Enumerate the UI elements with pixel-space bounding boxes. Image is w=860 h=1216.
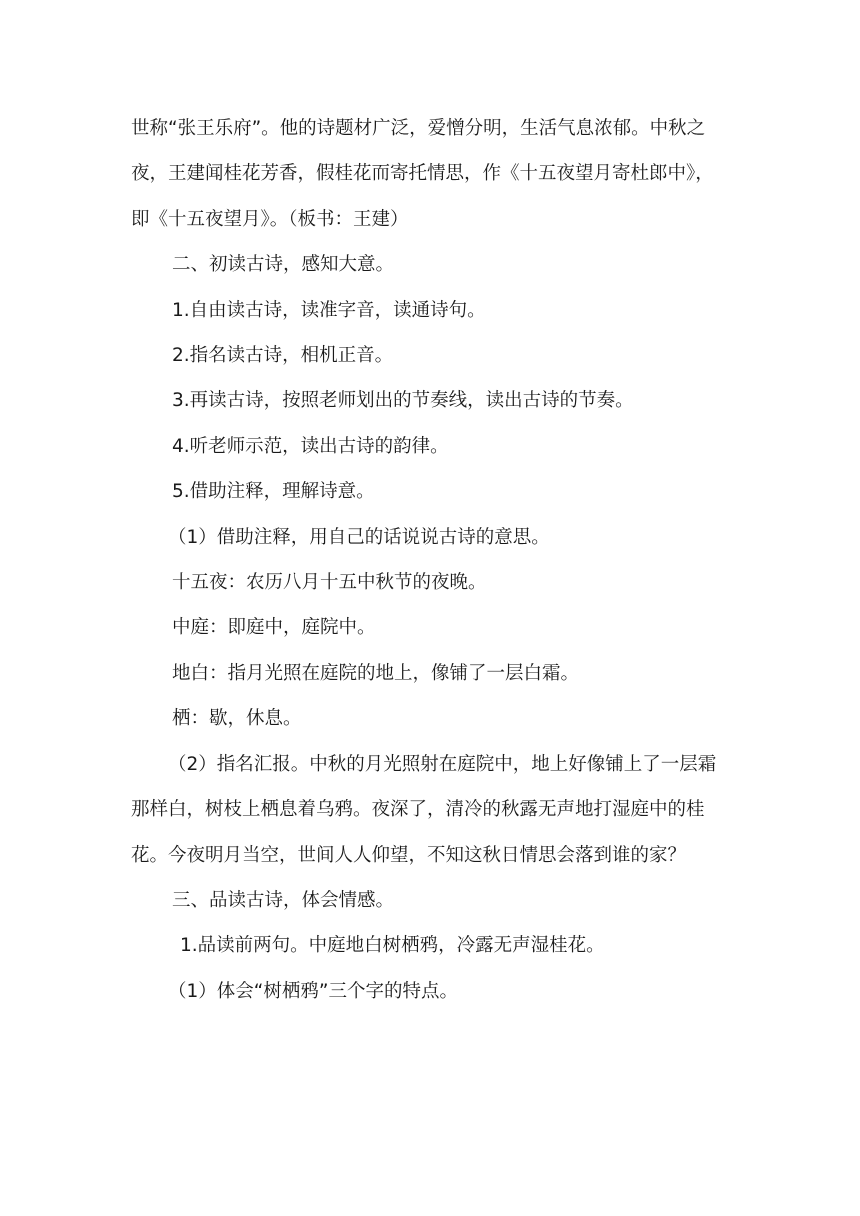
step-item: 2.指名读古诗，相机正音。 [172, 345, 394, 367]
annotation-line: 地白：指月光照在庭院的地上，像铺了一层白霜。 [172, 662, 580, 684]
annotation-line: 中庭：即庭中，庭院中。 [172, 617, 376, 639]
step-item: 3.再读古诗，按照老师划出的节奏线，读出古诗的节奏。 [172, 390, 634, 412]
step-item: 4.听老师示范，读出古诗的韵律。 [172, 435, 449, 457]
annotation-line: 栖：歇，休息。 [172, 708, 302, 730]
intro-paragraph: 世称“张王乐府”。他的诗题材广泛，爱憎分明，生活气息浓郁。中秋之夜，王建闻桂花芳香，假桂花而寄托情思，作《十五夜望月寄杜郎中》，即《十五夜望月》。（板书：王建） [131, 118, 714, 230]
sub-step-item: （2）指名汇报。中秋的月光照射在庭院中，地上好像铺上了一层霜那样白，树枝上栖息着乌鸦。夜深了，清冷的秋露无声地打湿庭中的桂花。今夜明月当空，世间人人仰望，不知这秋日情思会落到谁的家？ [131, 753, 717, 866]
section-heading: 二、初读古诗，感知大意。 [172, 254, 395, 276]
document-body [131, 106, 731, 1014]
sub-step-item: （1）借助注释，用自己的话说说古诗的意思。 [168, 526, 550, 548]
step-item: 1.品读前两句。中庭地白树栖鸦，冷露无声湿桂花。 [180, 935, 605, 957]
annotation-line: 十五夜：农历八月十五中秋节的夜晚。 [172, 572, 487, 594]
step-item: 5.借助注释，理解诗意。 [172, 481, 375, 503]
section-heading: 三、品读古诗，体会情感。 [172, 889, 395, 911]
sub-step-item: （1）体会“树栖鸦”三个字的特点。 [168, 980, 458, 1002]
step-item: 1.自由读古诗，读准字音，读通诗句。 [172, 299, 486, 321]
